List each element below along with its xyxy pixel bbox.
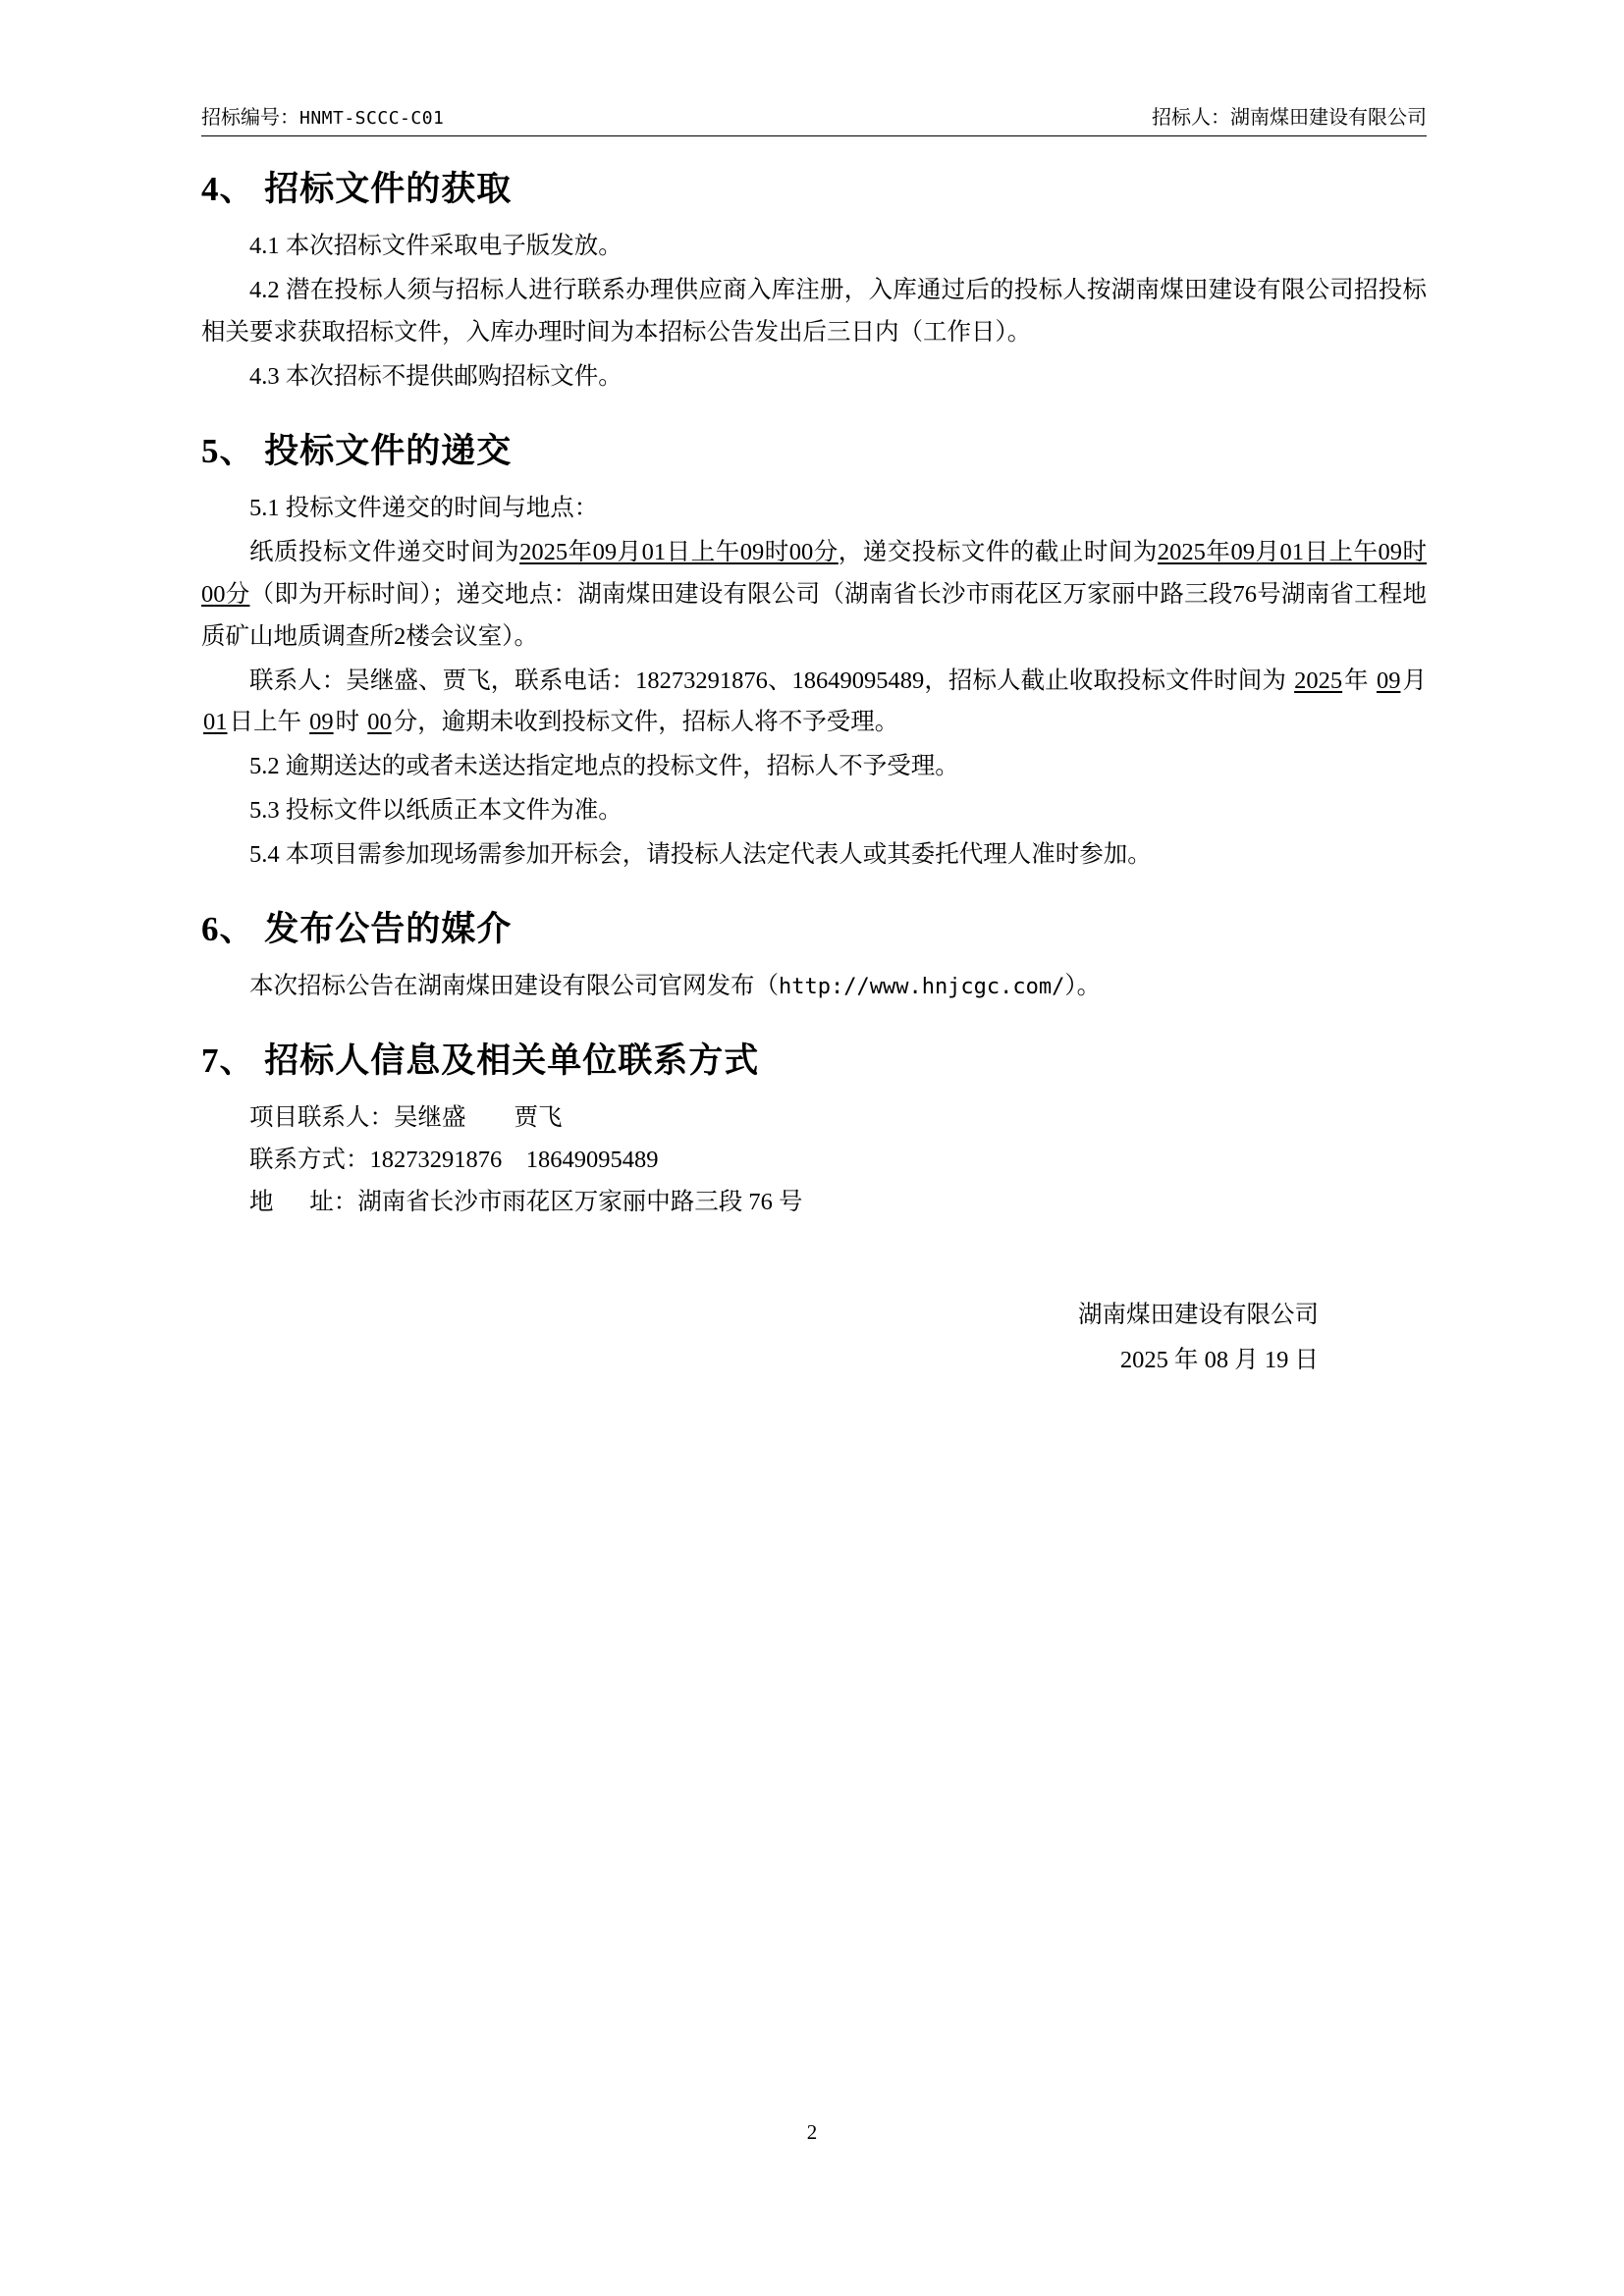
section-5-paragraph-2: [201, 532, 1427, 659]
page-number: 2: [806, 2120, 818, 2144]
section-7-title: 7、 招标人信息及相关单位联系方式: [201, 1041, 760, 1080]
section-5-title: 5、 投标文件的递交: [201, 431, 513, 470]
deadline-minute: 00: [367, 709, 392, 736]
deadline-month: 09: [1376, 667, 1401, 694]
deadline-minute-unit: 分: [393, 709, 418, 736]
deadline-day-unit: 日上午: [229, 709, 301, 736]
section-6-paragraph-1: [201, 966, 1427, 1008]
header-tenderee-label: 招标人：: [1152, 107, 1230, 129]
contact-phones-line: 联系方式：18273291876 18649095489: [249, 1147, 659, 1174]
header-tender-number-label: 招标编号：: [201, 107, 299, 129]
page-content: [201, 106, 1427, 1384]
signature-company: 湖南煤田建设有限公司: [1078, 1301, 1319, 1328]
official-website-url[interactable]: http://www.hnjcgc.com/: [779, 975, 1065, 1000]
header-tender-number-value: HNMT-SCCC-C01: [299, 108, 445, 129]
deadline-year-unit: 年: [1344, 667, 1369, 694]
section-5-paragraph-6: 5.4 本项目需参加现场需参加开标会，请投标人法定代表人或其委托代理人准时参加。: [249, 841, 1152, 868]
submission-text-b: ，递交投标文件的截止时间为: [838, 538, 1158, 565]
header-tenderee: [1152, 106, 1427, 130]
submission-datetime-deadline: 2025年09月01日上午09时00分: [201, 538, 1428, 608]
section-5-paragraph-1: 5.1 投标文件递交的时间与地点：: [249, 495, 599, 521]
contact-info-block: [201, 1097, 1427, 1224]
signature-date: 2025 年 08 月 19 日: [1119, 1347, 1319, 1374]
section-4-paragraph-1: 4.1 本次招标文件采取电子版发放。: [249, 233, 623, 260]
contact-address-line: 地 址：湖南省长沙市雨花区万家丽中路三段 76 号: [249, 1189, 803, 1215]
media-text-a: 本次招标公告在湖南煤田建设有限公司官网发布（: [249, 973, 779, 1000]
contact-text-a: 联系人：吴继盛、贾飞，联系电话：18273291876、18649095489，招标人截止收取投标文件时间为: [249, 667, 1286, 694]
section-4-paragraph-2: 4.2 潜在投标人须与招标人进行联系办理供应商入库注册，入库通过后的投标人按湖南煤田建设有限公司招投标相关要求获取招标文件，入库办理时间为本招标公告发出后三日内（工作日）。: [201, 277, 1427, 346]
header-tender-number: [201, 106, 444, 130]
contact-persons-line: 项目联系人：吴继盛 贾飞: [249, 1104, 563, 1132]
media-text-b: ）。: [1064, 973, 1102, 1000]
deadline-day: 01: [203, 709, 228, 736]
page-header: [201, 106, 1427, 136]
deadline-month-unit: 月: [1402, 667, 1428, 694]
submission-datetime-start: 2025年09月01日上午09时00分: [519, 538, 839, 565]
signature-block: [201, 1293, 1427, 1384]
section-5-paragraph-5: 5.3 投标文件以纸质正本文件为准。: [249, 797, 623, 825]
submission-text-c: （即为开标时间）；递交地点：湖南煤田建设有限公司（湖南省长沙市雨花区万家丽中路三段76号湖南省工程地质矿山地质调查所2楼会议室）。: [201, 580, 1428, 650]
header-tenderee-value: 湖南煤田建设有限公司: [1230, 107, 1427, 129]
contact-text-b: ，逾期未收到投标文件，招标人将不予受理。: [417, 709, 899, 736]
section-4-paragraph-3: 4.3 本次招标不提供邮购招标文件。: [249, 362, 623, 390]
deadline-year: 2025: [1294, 667, 1343, 694]
section-4-title: 4、 招标文件的获取: [201, 170, 513, 208]
submission-text-a: 纸质投标文件递交时间为: [249, 538, 520, 565]
deadline-hour: 09: [309, 709, 334, 736]
deadline-hour-unit: 时: [335, 709, 360, 736]
section-5-paragraph-3: [201, 661, 1427, 745]
section-6-title: 6、 发布公告的媒介: [201, 909, 513, 948]
section-5-paragraph-4: 5.2 逾期送达的或者未送达指定地点的投标文件，招标人不予受理。: [249, 753, 959, 780]
